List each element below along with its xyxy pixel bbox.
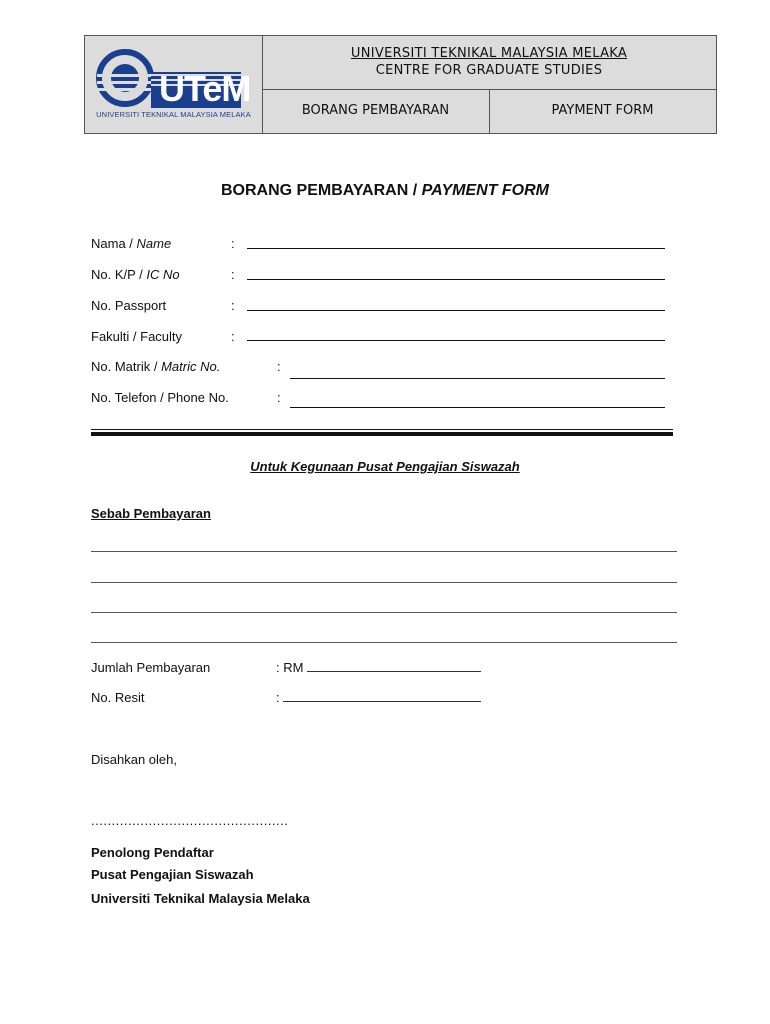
title-english: PAYMENT FORM — [421, 182, 550, 199]
sebab-label: Sebab Pembayaran — [91, 506, 211, 521]
amount-input-line[interactable] — [307, 660, 481, 672]
reason-line-3[interactable] — [91, 612, 677, 613]
receipt-field[interactable] — [276, 690, 481, 705]
verified-by-label: Disahkan oleh, — [91, 752, 177, 767]
field-label-malay: No. Matrik / — [91, 359, 162, 374]
university-name: UNIVERSITI TEKNIKAL MALAYSIA MELAKA — [350, 46, 628, 61]
ic-input-line[interactable] — [247, 279, 665, 280]
amount-label: Jumlah Pembayaran — [91, 660, 211, 675]
signatory-department: Pusat Pengajian Siswazah — [91, 867, 254, 882]
section-divider — [91, 429, 673, 437]
passport-input-line[interactable] — [247, 310, 665, 311]
field-colon: : — [231, 236, 235, 251]
field-label-ic — [91, 267, 180, 282]
receipt-input-line[interactable] — [283, 690, 481, 702]
office-use-heading: Untuk Kegunaan Pusat Pengajian Siswazah — [250, 459, 520, 474]
field-colon: : — [231, 329, 235, 344]
field-label-english: Matric No. — [161, 359, 221, 374]
phone-input-line[interactable] — [290, 407, 665, 408]
field-label-name — [91, 236, 171, 251]
logo-wordmark: UTeM — [159, 68, 251, 109]
form-name-english: PAYMENT FORM — [551, 103, 654, 118]
name-input-line[interactable] — [247, 248, 665, 249]
field-colon: : — [231, 298, 235, 313]
field-label-phone: No. Telefon / Phone No. — [91, 390, 229, 405]
page-title — [0, 182, 770, 200]
receipt-prefix: : — [276, 690, 280, 705]
logo-caption: UNIVERSITI TEKNIKAL MALAYSIA MELAKA — [96, 110, 251, 119]
field-label-malay: Nama / — [91, 236, 137, 251]
centre-name: CENTRE FOR GRADUATE STUDIES — [375, 63, 603, 78]
reason-line-2[interactable] — [91, 582, 677, 583]
signatory-title: Penolong Pendaftar — [91, 845, 214, 860]
amount-field[interactable] — [276, 660, 481, 675]
field-colon: : — [277, 359, 281, 374]
field-label-english: IC No — [146, 267, 180, 282]
faculty-input-line[interactable] — [247, 340, 665, 341]
reason-line-4[interactable] — [91, 642, 677, 643]
field-label-english: Name — [136, 236, 172, 251]
title-malay: BORANG PEMBAYARAN / — [220, 182, 422, 199]
field-label-matric — [91, 359, 220, 374]
field-label-malay: No. K/P / — [91, 267, 147, 282]
receipt-label: No. Resit — [91, 690, 145, 705]
field-label-passport: No. Passport — [91, 298, 167, 313]
form-header — [84, 35, 717, 134]
field-colon: : — [277, 390, 281, 405]
matric-input-line[interactable] — [290, 378, 665, 379]
university-name-cell — [262, 36, 716, 90]
signature-line[interactable]: ................................................ — [91, 813, 289, 828]
field-colon: : — [231, 267, 235, 282]
reason-line-1[interactable] — [91, 551, 677, 552]
signatory-university: Universiti Teknikal Malaysia Melaka — [91, 891, 310, 906]
utem-logo — [85, 36, 263, 133]
field-label-faculty: Fakulti / Faculty — [91, 329, 183, 344]
form-name-malay: BORANG PEMBAYARAN — [262, 89, 490, 133]
amount-prefix: : RM — [276, 660, 304, 675]
